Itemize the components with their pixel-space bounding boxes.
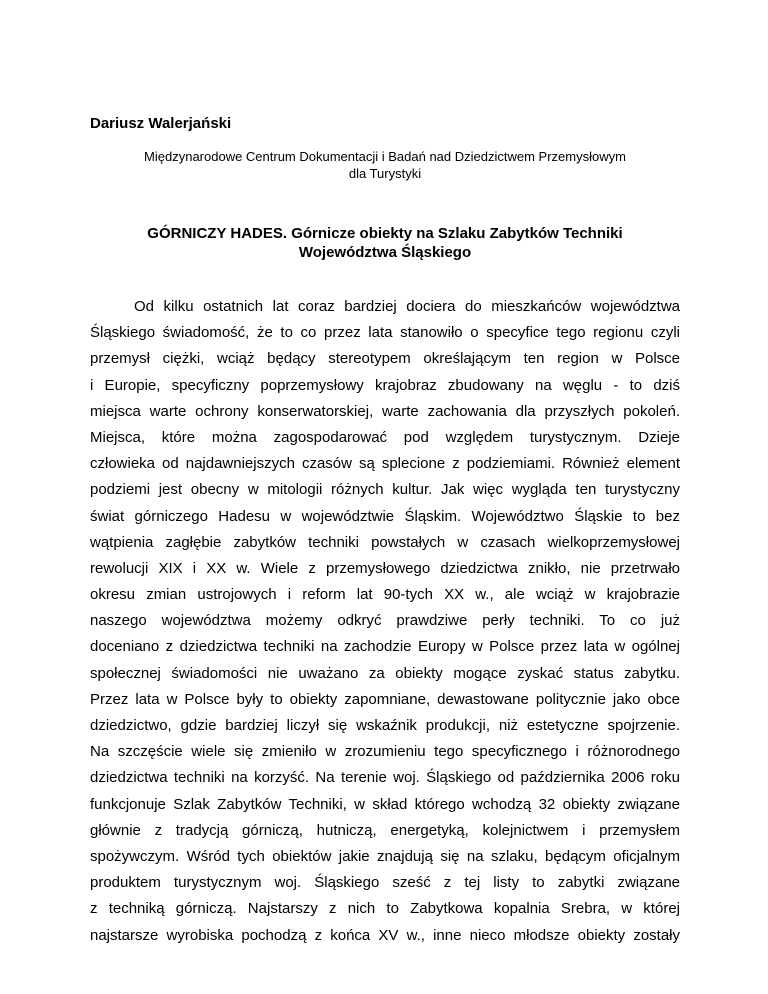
body-line: człowieka od najdawniejszych czasów są splecione z podziemiami. Również element [90,455,680,473]
body-line: okresu zmian ustrojowych i reform lat 90-tych XX w., ale wciąż w krajobrazie [90,586,680,604]
body-line: produktem turystycznym woj. Śląskiego sześć z tej listy to zabytki związane [90,874,680,892]
body-line: spożywczym. Wśród tych obiektów jakie znajdują się na szlaku, będącym oficjalnym [90,847,680,865]
body-line: wątpienia zagłębie zabytków techniki powstałych w czasach wielkoprzemysłowej [90,533,680,551]
body-line: rewolucji XIX i XX w. Wiele z przemysłowego dziedzictwa znikło, nie przetrwało [90,559,680,577]
body-line: podziemi jest obecny w mitologii różnych kultur. Jak więc wygląda ten turystyczny [90,481,680,499]
title-line: Województwa Śląskiego [298,244,472,261]
body-line: dziedzictwo, gdzie bardziej liczył się wskaźnik produkcji, niż estetyczne spojrzenie. [90,717,680,734]
body-line: Od kilku ostatnich lat coraz bardziej dociera do mieszkańców województwa [134,298,680,315]
body-line: Śląskiego świadomość, że to co przez lata stanowiło o specyfice tego regionu czyli [90,324,680,342]
body-line: świat górniczego Hadesu w województwie Śląskim. Województwo Śląskie to bez [90,507,680,525]
body-line: miejsca warte ochrony konserwatorskiej, warte zachowania dla przyszłych pokoleń. [90,402,680,420]
author-affiliation [90,148,680,182]
body-line: naszego województwa możemy odkryć prawdziwe perły techniki. To co już [90,612,680,630]
body-line: doceniano z dziedzictwa techniki na zachodzie Europy w Polsce przez lata w ogólnej [90,638,680,656]
author-name: Dariusz Walerjański [90,115,232,132]
body-line: z techniką górniczą. Najstarszy z nich to Zabytkowa kopalnia Srebra, w której [90,900,680,918]
article-title [90,224,680,262]
body-line: głównie z tradycją górniczą, hutniczą, energetyką, kolejnictwem i przemysłem [90,821,680,839]
body-line: społecznej świadomości nie uważano za obiekty mogące zyskać status zabytku. [90,664,680,682]
body-line: Miejsca, które można zagospodarować pod względem turystycznym. Dzieje [90,428,680,446]
body-line: i Europie, specyficzny poprzemysłowy krajobraz zbudowany na węglu - to dziś [90,376,680,394]
body-line: Przez lata w Polsce były to obiekty zapomniane, dewastowane politycznie jako obce [90,690,680,708]
affiliation-line: dla Turystyki [348,166,422,181]
affiliation-line: Międzynarodowe Centrum Dokumentacji i Badań nad Dziedzictwem Przemysłowym [144,149,626,164]
body-paragraph [90,294,680,949]
body-line: dziedzictwa techniki na korzyść. Na terenie woj. Śląskiego od października 2006 roku [90,769,680,787]
body-line: najstarsze wyrobiska pochodzą z końca XV w., inne nieco młodsze obiekty zostały [90,926,680,944]
body-line: Na szczęście wiele się zmieniło w zrozumieniu tego specyficznego i różnorodnego [90,743,680,761]
body-line: przemysł ciężki, wciąż będący stereotypem określającym ten region w Polsce [90,350,680,368]
body-line: funkcjonuje Szlak Zabytków Techniki, w skład którego wchodzą 32 obiekty związane [90,795,680,813]
title-line: GÓRNICZY HADES. Górnicze obiekty na Szlaku Zabytków Techniki [147,225,623,242]
